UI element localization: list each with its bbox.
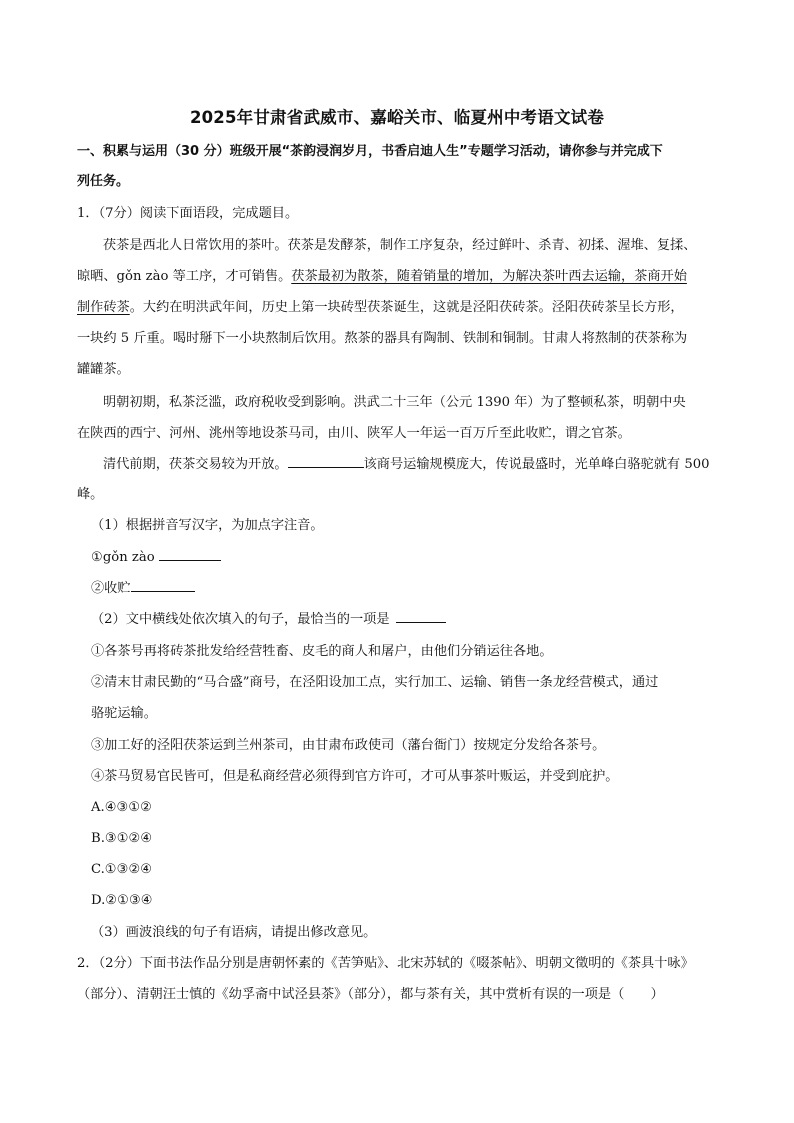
passage-p2-line-1: 明朝初期，私茶泛滥，政府税收受到影响。洪武二十三年（公元 1390 年）为了整顿私茶，明朝中央 — [103, 395, 686, 410]
passage-text: 清代前期，茯茶交易较为开放。 — [103, 457, 288, 472]
sentence-option-1: ①各茶号再将砖茶批发给经营牲畜、皮毛的商人和屠户，由他们分销运往各地。 — [91, 644, 553, 659]
prompt-text: （2）文中横线处依次填入的句子，最恰当的一项是 — [91, 612, 390, 627]
sub-question-1-item-b — [91, 579, 195, 599]
sub-question-1-item-a — [91, 548, 221, 568]
wavy-underlined-sentence: 茯茶最初为散茶，随着销量的增加，为解决茶叶西去运输，茶商开始 — [291, 269, 687, 284]
wavy-underlined-sentence-end: 制作砖茶 — [77, 300, 130, 315]
answer-blank[interactable] — [131, 579, 195, 592]
item-text: ②收贮 — [91, 581, 131, 596]
sentence-option-2-line-1: ②清末甘肃民勤的“马合盛”商号，在泾阳设加工点，实行加工、运输、销售一条龙经营模式，通过 — [91, 675, 659, 690]
passage-p1-line-3 — [77, 298, 684, 318]
question-1-header: 1．（7分）阅读下面语段，完成题目。 — [77, 206, 299, 221]
choice-b[interactable]: B.③①②④ — [91, 831, 153, 846]
passage-p1-line-1: 茯茶是西北人日常饮用的茶叶。茯茶是发酵茶，制作工序复杂，经过鲜叶、杀青、初揉、渥堆、复揉、 — [103, 238, 697, 253]
passage-p1-line-4: 一块约 5 斤重。喝时掰下一小块熬制后饮用。熬茶的器具有陶制、铁制和铜制。甘肃人将熬制的茯茶称为 — [77, 331, 688, 346]
sentence-option-4: ④茶马贸易官民皆可，但是私商经营必须得到官方许可，才可从事茶叶贩运，并受到庇护。 — [91, 769, 619, 784]
page-title: 2025年甘肃省武威市、嘉峪关市、临夏州中考语文试卷 — [189, 108, 605, 127]
passage-text: 晾晒、gǒn zào 等工序，才可销售。 — [77, 269, 292, 284]
passage-text: 该商号运输规模庞大，传说最盛时，光单峰白骆驼就有 500 — [363, 457, 710, 472]
question-2-line-2: （部分）、清朝汪士慎的《幼孚斋中试泾县茶》（部分），都与茶有关，其中赏析有误的一项是（ ） — [77, 987, 664, 1002]
sub-question-2-prompt — [91, 610, 446, 630]
sub-question-1-prompt: （1）根据拼音写汉字，为加点字注音。 — [91, 518, 324, 533]
question-2-line-1: 2．（2分）下面书法作品分别是唐朝怀素的《苦笋贴》、北宋苏轼的《啜茶帖》、明朝文徵明的《茶具十咏》 — [77, 956, 694, 971]
section-heading-line-1: 一、积累与运用（30 分）班级开展“茶韵浸润岁月，书香启迪人生”专题学习活动，请你参与并完成下 — [77, 144, 663, 159]
passage-text: 。大约在明洪武年间，历史上第一块砖型茯茶诞生，这就是泾阳茯砖茶。泾阳茯砖茶呈长方形， — [129, 300, 684, 315]
passage-p2-line-2: 在陕西的西宁、河州、洮州等地设茶马司，由川、陕军人一年运一百万斤至此收贮，谓之官茶。 — [77, 426, 631, 441]
sub-question-3-prompt: （3）画波浪线的句子有语病，请提出修改意见。 — [91, 925, 377, 940]
sentence-option-3: ③加工好的泾阳茯茶运到兰州茶司，由甘肃布政使司（藩台衙门）按规定分发给各茶号。 — [91, 738, 606, 753]
choice-d[interactable]: D.②①③④ — [91, 893, 153, 908]
answer-blank[interactable] — [159, 548, 221, 561]
sentence-option-2-line-2: 骆驼运输。 — [91, 706, 157, 721]
passage-p3-line-1 — [103, 455, 710, 475]
section-heading-line-2: 列任务。 — [77, 174, 130, 189]
choice-a[interactable]: A.④③①② — [91, 800, 153, 815]
passage-p1-line-2 — [77, 267, 687, 287]
passage-p1-line-5: 罐罐茶。 — [77, 362, 130, 377]
passage-p3-line-2: 峰。 — [77, 487, 104, 502]
item-text: ①gǒn zào — [91, 550, 155, 565]
choice-c[interactable]: C.①③②④ — [91, 862, 153, 877]
answer-blank[interactable] — [396, 610, 446, 623]
fill-in-blank[interactable] — [288, 455, 364, 468]
